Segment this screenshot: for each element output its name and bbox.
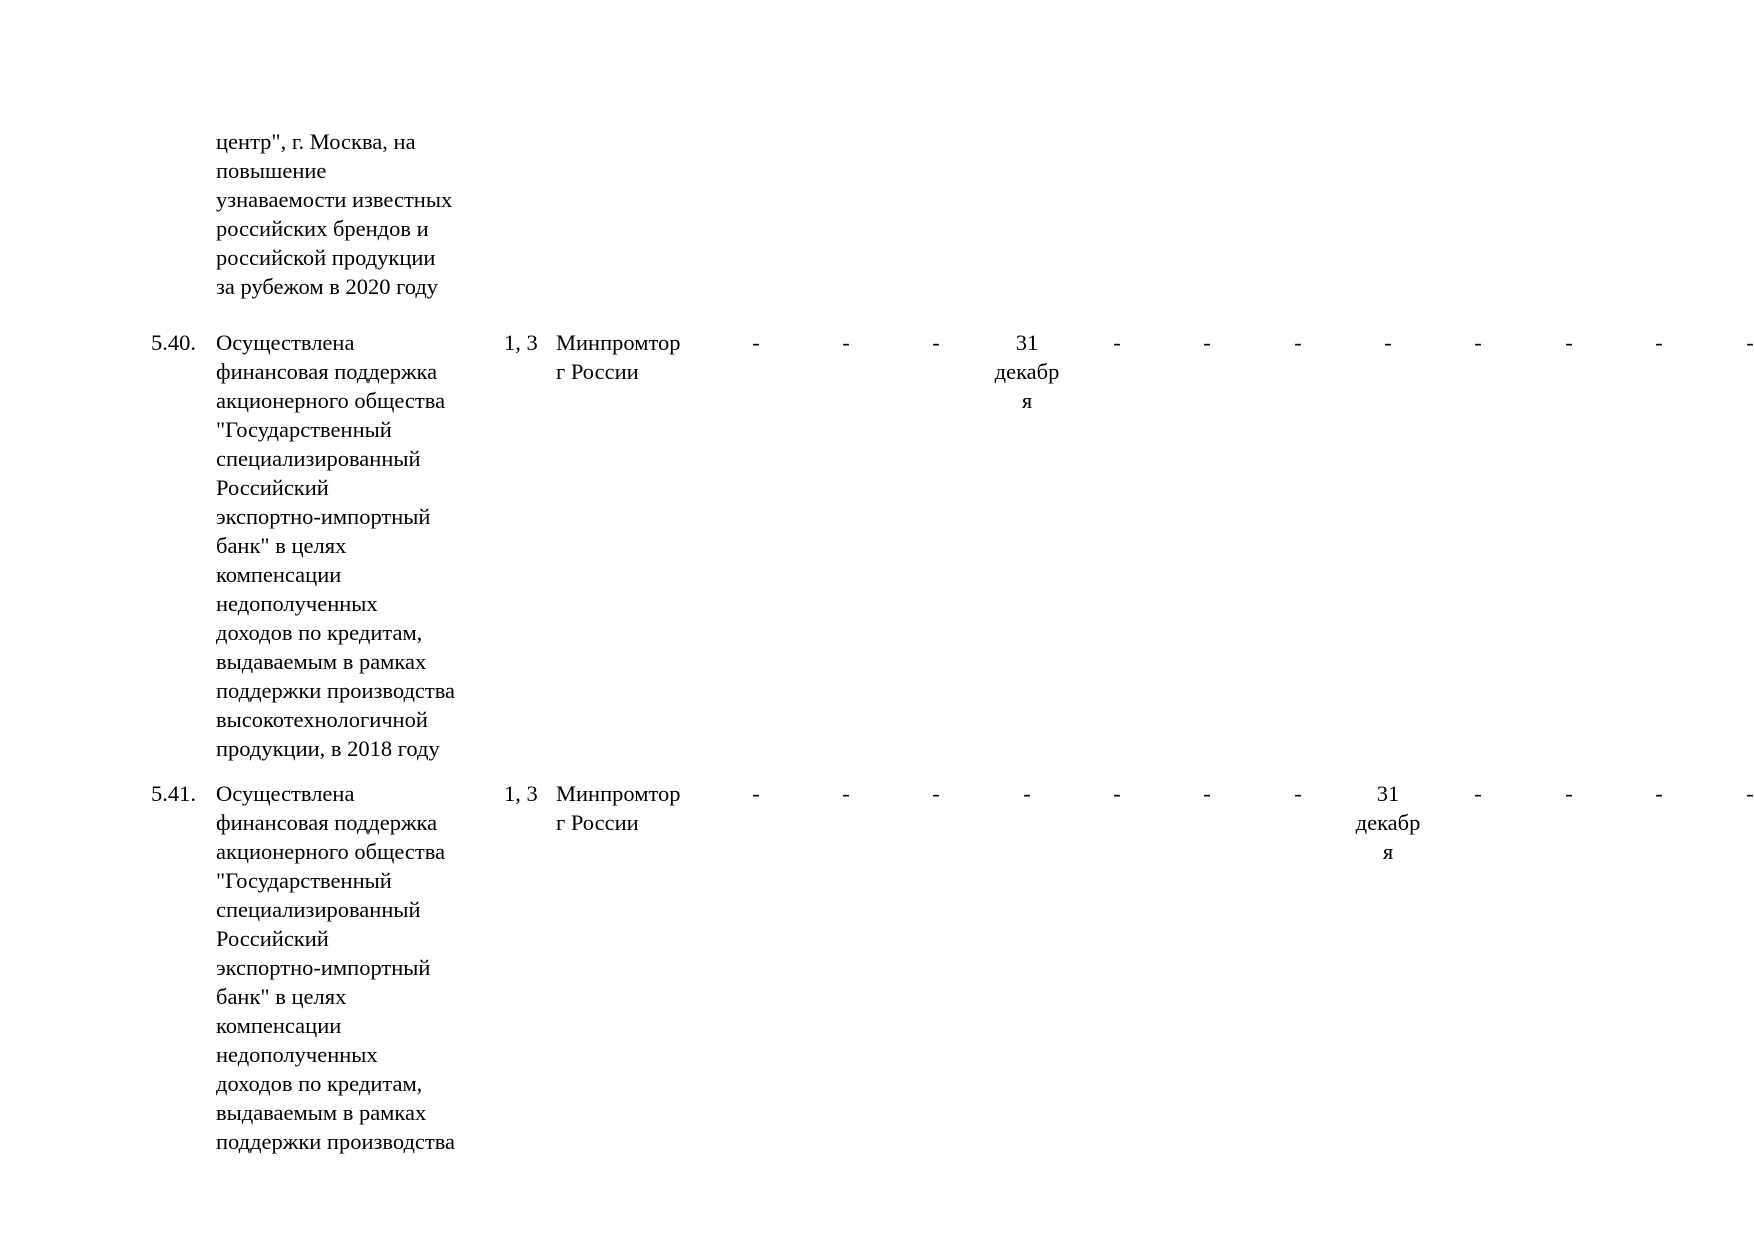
date-value: - (1746, 330, 1754, 355)
row-executor (556, 328, 706, 386)
date-value: - (1655, 781, 1663, 806)
date-value: - (1565, 781, 1573, 806)
description-line: российских брендов и (216, 216, 429, 241)
row-number: 5.40. (151, 330, 196, 355)
date-value: - (1023, 781, 1031, 806)
date-column-7 (1258, 328, 1338, 357)
description-line: Осуществлена (216, 781, 355, 806)
date-column-11 (1619, 328, 1699, 357)
description-line: центр", г. Москва, на (216, 129, 416, 154)
description-line: компенсации (216, 1013, 342, 1038)
row-description (216, 328, 506, 763)
description-line: высокотехнологичной (216, 707, 428, 732)
description-line: компенсации (216, 562, 342, 587)
date-value: 31 (1015, 330, 1039, 355)
date-value: - (1113, 330, 1121, 355)
date-column-6 (1167, 779, 1247, 808)
description-line: выдаваемым в рамках (216, 1100, 427, 1125)
date-value: - (932, 781, 940, 806)
date-column-12 (1710, 328, 1754, 357)
description-line: экспортно-импортный (216, 504, 431, 529)
row-refs: 1, 3 (504, 781, 538, 806)
date-column-10 (1529, 779, 1609, 808)
date-value: - (842, 330, 850, 355)
date-value: - (1474, 781, 1482, 806)
date-column-9 (1438, 328, 1518, 357)
description-line: недополученных (216, 1042, 378, 1067)
executor-line: г России (556, 359, 639, 384)
executor-line: г России (556, 810, 639, 835)
date-column-2 (806, 328, 886, 357)
row-refs: 1, 3 (504, 330, 538, 355)
continuation-description (216, 127, 506, 301)
description-line: Российский (216, 475, 329, 500)
date-value: - (1565, 330, 1573, 355)
date-value: - (752, 781, 760, 806)
date-value: - (752, 330, 760, 355)
description-line: поддержки производства (216, 678, 456, 703)
date-column-6 (1167, 328, 1247, 357)
date-column-2 (806, 779, 886, 808)
description-line: продукции, в 2018 году (216, 736, 440, 761)
date-value: - (932, 330, 940, 355)
description-line: выдаваемым в рамках (216, 649, 427, 674)
date-value-line2: декабр (1355, 810, 1421, 835)
date-value-line2: декабр (994, 359, 1060, 384)
date-column-3 (896, 328, 976, 357)
description-line: доходов по кредитам, (216, 620, 423, 645)
date-column-3 (896, 779, 976, 808)
description-line: банк" в целях (216, 984, 347, 1009)
description-line: специализированный (216, 897, 421, 922)
row-number: 5.41. (151, 781, 196, 806)
date-column-11 (1619, 779, 1699, 808)
date-value: - (1203, 330, 1211, 355)
date-column-4 (987, 779, 1067, 808)
description-line: российской продукции (216, 245, 436, 270)
date-column-5 (1077, 328, 1157, 357)
description-line: поддержки производства (216, 1129, 456, 1154)
executor-line: Минпромтор (556, 330, 681, 355)
description-line: недополученных (216, 591, 378, 616)
date-value: 31 (1376, 781, 1400, 806)
date-value: - (1746, 781, 1754, 806)
description-line: за рубежом в 2020 году (216, 274, 439, 299)
date-value: - (1203, 781, 1211, 806)
description-line: специализированный (216, 446, 421, 471)
description-line: повышение (216, 158, 327, 183)
row-description (216, 779, 506, 1156)
description-line: экспортно-импортный (216, 955, 431, 980)
date-column-10 (1529, 328, 1609, 357)
description-line: доходов по кредитам, (216, 1071, 423, 1096)
date-value: - (1294, 330, 1302, 355)
description-line: "Государственный (216, 868, 392, 893)
date-value: - (842, 781, 850, 806)
date-value-line3: я (1021, 388, 1033, 413)
date-value: - (1474, 330, 1482, 355)
date-value: - (1384, 330, 1392, 355)
date-value: - (1294, 781, 1302, 806)
date-column-1 (716, 328, 796, 357)
executor-line: Минпромтор (556, 781, 681, 806)
date-column-9 (1438, 779, 1518, 808)
date-column-8 (1348, 779, 1428, 866)
description-line: узнаваемости известных (216, 187, 453, 212)
description-line: акционерного общества (216, 388, 446, 413)
description-line: финансовая поддержка (216, 359, 438, 384)
date-column-1 (716, 779, 796, 808)
date-value: - (1655, 330, 1663, 355)
date-value-line3: я (1382, 839, 1394, 864)
description-line: Российский (216, 926, 329, 951)
date-column-8 (1348, 328, 1428, 357)
date-column-5 (1077, 779, 1157, 808)
date-column-7 (1258, 779, 1338, 808)
date-column-4 (987, 328, 1067, 415)
date-value: - (1113, 781, 1121, 806)
description-line: "Государственный (216, 417, 392, 442)
description-line: акционерного общества (216, 839, 446, 864)
description-line: банк" в целях (216, 533, 347, 558)
date-column-12 (1710, 779, 1754, 808)
row-executor (556, 779, 706, 837)
description-line: финансовая поддержка (216, 810, 438, 835)
description-line: Осуществлена (216, 330, 355, 355)
